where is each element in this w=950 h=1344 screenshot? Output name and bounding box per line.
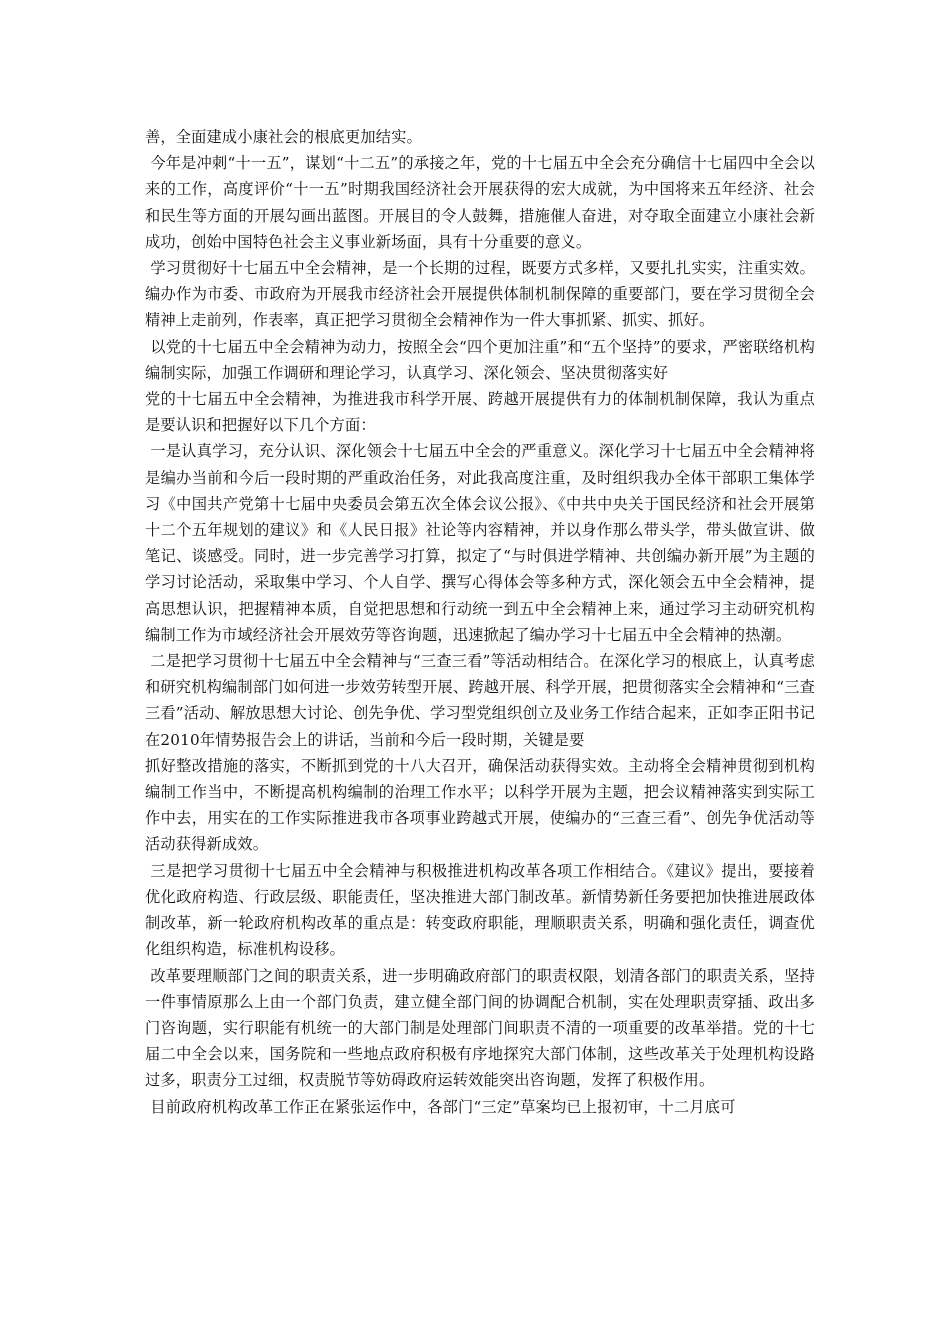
paragraph-motivation: 以党的十七届五中全会精神为动力，按照全会“四个更加注重”和“五个坚持”的要求，严密联络机构编制实际，加强工作调研和理论学习，认真学习、深化领会、坚决贯彻落实好 (145, 337, 815, 382)
paragraph-year-overview: 今年是冲刺“十一五”，谋划“十二五”的承接之年，党的十七届五中全会充分确信十七届四中全会以来的工作，高度评价“十一五”时期我国经济社会开展获得的宏大成就，为中国将来五年经济、社会和民生等方面的开展勾画出蓝图。开展目的令人鼓舞，措施催人奋进，对夺取全面建立小康社会新成功，创始中国特色社会主义事业新场面，具有十分重要的意义。 (145, 154, 815, 251)
paragraph-point-two: 二是把学习贯彻十七届五中全会精神与“三查三看”等活动相结合。在深化学习的根底上，认真考虑和研究机构编制部门如何进一步效劳转型开展、跨越开展、科学开展，把贯彻落实全会精神和“三查三看”活动、解放思想大讨论、创先争优、学习型党组织创立及业务工作结合起来，正如李正阳书记在2010年情势报告会上的讲话，当前和今后一段时期，关键是要 (145, 652, 815, 749)
paragraph-key-points-intro: 党的十七届五中全会精神，为推进我市科学开展、跨越开展提供有力的体制机制保障，我认为重点是要认识和把握好以下几个方面： (145, 390, 815, 435)
paragraph-point-one: 一是认真学习，充分认识、深化领会十七届五中全会的严重意义。深化学习十七届五中全会精神将是编办当前和今后一段时期的严重政治任务，对此我高度注重，及时组织我办全体干部职工集体学习《中国共产党第十七届中央委员会第五次全体会议公报》、《中共中央关于国民经济和社会开展第十二个五年规划的建议》和《人民日报》社论等内容精神，并以身作那么带头学，带头做宣讲、做笔记、谈感受。同时，进一步完善学习打算，拟定了“与时俱进学精神、共创编办新开展”为主题的学习讨论活动，采取集中学习、个人自学、撰写心得体会等多种方式，深化领会五中全会精神，提高思想认识，把握精神本质，自觉把思想和行动统一到五中全会精神上来，通过学习主动研究机构编制工作为市域经济社会开展效劳等咨询题，迅速掀起了编办学习十七届五中全会精神的热潮。 (145, 442, 815, 644)
paragraph-current-reform: 目前政府机构改革工作正在紧张运作中，各部门“三定”草案均已上报初审，十二月底可 (150, 1097, 736, 1116)
paragraph-study-implementation: 学习贯彻好十七届五中全会精神，是一个长期的过程，既要方式多样，又要扎扎实实，注重实效。编办作为市委、市政府为开展我市经济社会开展提供体制机制保障的重要部门，要在学习贯彻全会精神上走前列，作表率，真正把学习贯彻全会精神作为一件大事抓紧、抓实、抓好。 (145, 259, 815, 330)
paragraph-continuation: 善，全面建成小康社会的根底更加结实。 (145, 128, 422, 146)
document-page (145, 124, 815, 1120)
paragraph-point-two-continued: 抓好整改措施的落实，不断抓到党的十八大召开，确保活动获得实效。主动将全会精神贯彻到机构编制工作当中，不断提高机构编制的治理工作水平；以科学开展为主题，把会议精神落实到实际工作中去，用实在的工作实际推进我市各项事业跨越式开展，使编办的“三查三看”、创先争优活动等活动获得新成效。 (145, 756, 815, 854)
paragraph-reform-responsibilities: 改革要理顺部门之间的职责关系，进一步明确政府部门的职责权限，划清各部门的职责关系，坚持一件事情原那么上由一个部门负责，建立健全部门间的协调配合机制，实在处理职责穿插、政出多门咨询题，实行职能有机统一的大部门制是处理部门间职责不清的一项重要的改革举措。党的十七届二中全会以来，国务院和一些地点政府积极有序地探究大部门体制，这些改革关于处理机构设路过多，职责分工过细，权责脱节等妨碍政府运转效能突出咨询题，发挥了积极作用。 (145, 966, 815, 1090)
paragraph-point-three: 三是把学习贯彻十七届五中全会精神与积极推进机构改革各项工作相结合。《建议》提出，要接着优化政府构造、行政层级、职能责任，坚决推进大部门制改革。新情势新任务要把加快推进展政体制改革，新一轮政府机构改革的重点是：转变政府职能，理顺职责关系，明确和强化责任，调查优化组织构造，标准机构设移。 (145, 861, 815, 959)
